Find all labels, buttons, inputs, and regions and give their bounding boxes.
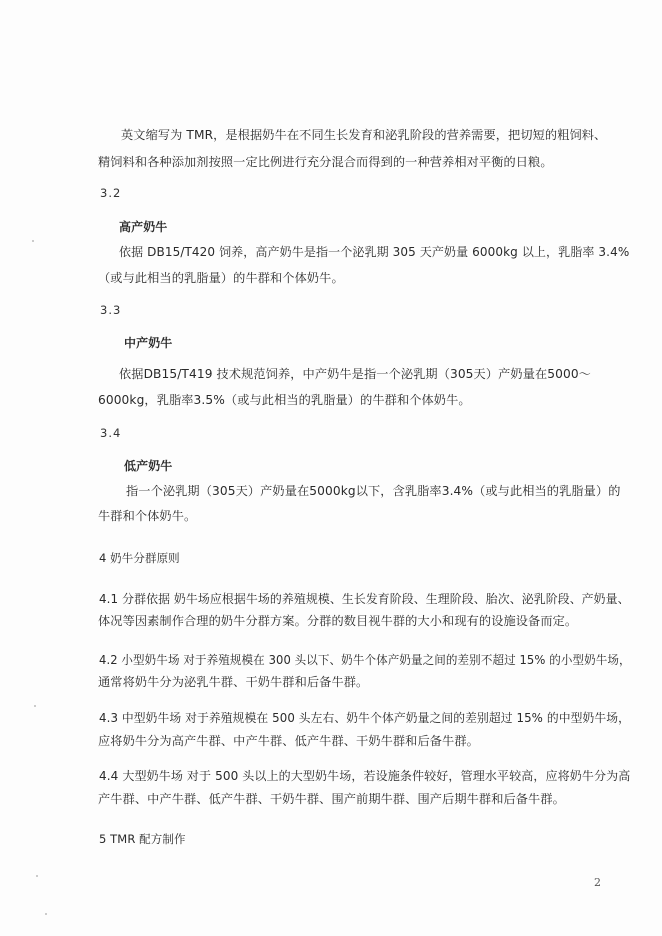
def-3-2-line-2: （或与此相当的乳脂量）的牛群和个体奶牛。 bbox=[98, 271, 344, 285]
def-3-3-line-2: 6000kg，乳脂率3.5%（或与此相当的乳脂量）的牛群和个体奶牛。 bbox=[98, 393, 471, 407]
intro-line-1: 英文缩写为 TMR，是根据奶牛在不同生长发育和泌乳阶段的营养需要，把切短的粗饲料、 bbox=[121, 128, 607, 142]
def-3-4-line-2: 牛群和个体奶牛。 bbox=[98, 509, 197, 523]
clause-4-4-line-2: 产牛群、中产牛群、低产牛群、干奶牛群、围产前期牛群、围产后期牛群和后备牛群。 bbox=[98, 792, 565, 806]
scan-speck bbox=[45, 913, 47, 915]
page-number: 2 bbox=[594, 876, 601, 889]
section-number-3-3: 3.3 bbox=[100, 303, 122, 317]
clause-4-2-line-1: 4.2 小型奶牛场 对于养殖规模在 300 头以下、奶牛个体产奶量之间的差别不超过 15% 的小型奶牛场， bbox=[99, 653, 631, 667]
clause-4-2-line-2: 通常将奶牛分为泌乳牛群、干奶牛群和后备牛群。 bbox=[98, 675, 369, 689]
term-high-yield-cow: 高产奶牛 bbox=[119, 220, 168, 234]
def-3-2-line-1: 依据 DB15/T420 饲养，高产奶牛是指一个泌乳期 305 天产奶量 6000kg 以上，乳脂率 3.4% bbox=[119, 245, 630, 259]
heading-section-5: 5 TMR 配方制作 bbox=[99, 832, 186, 846]
clause-4-1-line-1: 4.1 分群依据 奶牛场应根据牛场的养殖规模、生长发育阶段、生理阶段、胎次、泌乳阶段、产奶量、 bbox=[99, 592, 630, 606]
def-3-3-line-1: 依据DB15/T419 技术规范饲养，中产奶牛是指一个泌乳期（305天）产奶量在5000～ bbox=[119, 367, 591, 381]
clause-4-3-line-2: 应将奶牛分为高产牛群、中产牛群、低产牛群、干奶牛群和后备牛群。 bbox=[98, 734, 479, 748]
scan-speck bbox=[36, 875, 38, 877]
scan-speck bbox=[32, 240, 34, 242]
scan-speck bbox=[34, 705, 36, 707]
clause-4-4-line-1: 4.4 大型奶牛场 对于 500 头以上的大型奶牛场，若设施条件较好，管理水平较高，应将奶牛分为高 bbox=[99, 769, 631, 783]
def-3-4-line-1: 指一个泌乳期（305天）产奶量在5000kg以下，含乳脂率3.4%（或与此相当的乳脂量）的 bbox=[126, 484, 621, 498]
section-number-3-4: 3.4 bbox=[100, 426, 122, 440]
intro-line-2: 精饲料和各种添加剂按照一定比例进行充分混合而得到的一种营养相对平衡的日粮。 bbox=[98, 155, 553, 169]
clause-4-3-line-1: 4.3 中型奶牛场 对于养殖规模在 500 头左右、奶牛个体产奶量之间的差别超过 15% 的中型奶牛场， bbox=[99, 711, 631, 725]
clause-4-1-line-2: 体况等因素制作合理的奶牛分群方案。分群的数目视牛群的大小和现有的设施设备而定。 bbox=[98, 614, 578, 628]
term-low-yield-cow: 低产奶牛 bbox=[124, 459, 173, 473]
section-number-3-2: 3.2 bbox=[100, 186, 122, 200]
term-mid-yield-cow: 中产奶牛 bbox=[124, 336, 173, 350]
heading-section-4: 4 奶牛分群原则 bbox=[99, 551, 180, 565]
